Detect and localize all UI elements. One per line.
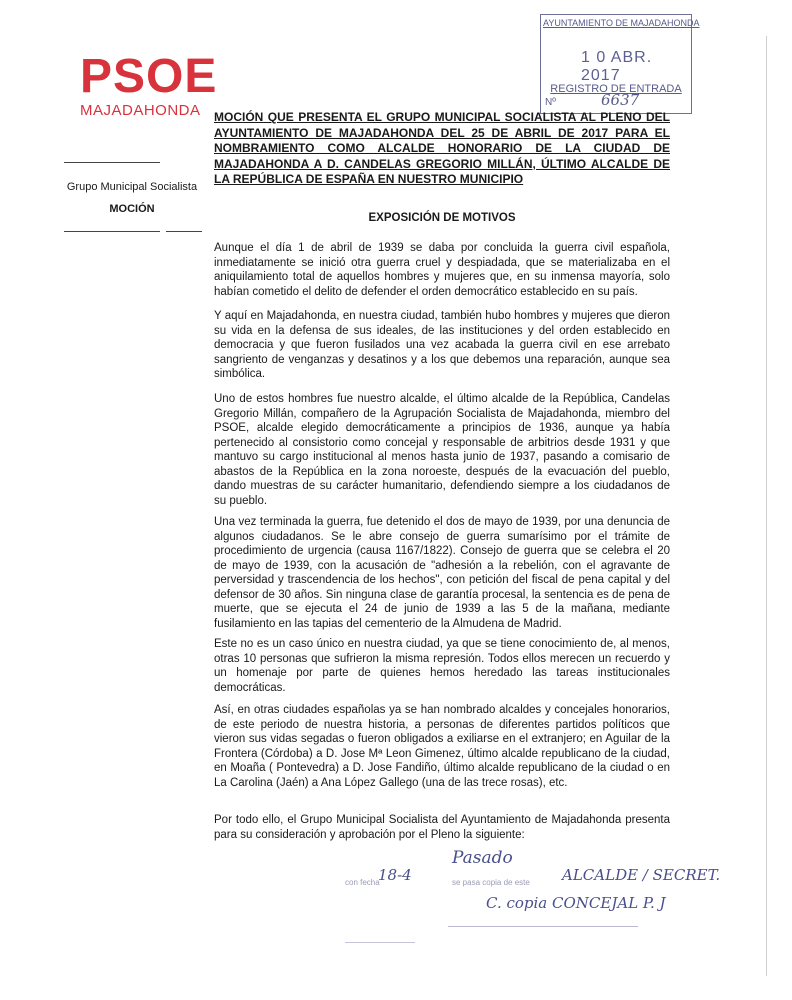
psoe-logo — [80, 50, 218, 119]
registry-stamp — [540, 14, 700, 114]
faint-print-date: con fecha — [345, 878, 380, 887]
faint-underline — [448, 926, 638, 927]
sidebar-mocion-label: MOCIÓN — [109, 203, 155, 215]
logo-subtitle: MAJADAHONDA — [80, 102, 201, 119]
logo-text: PSOE — [80, 50, 218, 103]
stamp-number: 6637 — [601, 91, 640, 109]
stamp-date: 1 0 ABR. 2017 — [581, 49, 653, 84]
handwritten-concejal: C. copia CONCEJAL P. J — [486, 894, 666, 912]
faint-underline — [345, 942, 415, 943]
sidebar-group-label: Grupo Municipal Socialista — [66, 181, 198, 193]
section-heading: EXPOSICIÓN DE MOTIVOS — [368, 212, 516, 224]
handwritten-pasado: Pasado — [452, 848, 513, 868]
scan-edge-line — [766, 36, 767, 976]
document-title: MOCIÓN QUE PRESENTA EL GRUPO MUNICIPAL SOCIALISTA AL PLENO DEL AYUNTAMIENTO DE MAJADAHONDA DEL 25 DE ABRIL DE 2017 PARA EL NOMBRAMIENTO COMO ALCALDE HONORARIO DE LA CIUDAD DE MAJADAHONDA A D. CANDELAS GREGORIO MILLÁN, ÚLTIMO ALCALDE DE LA REPÚBLICA DE ESPAÑA EN NUESTRO MUNICIPIO — [214, 110, 670, 186]
paragraph: Así, en otras ciudades españolas ya se han nombrado alcaldes y concejales honorarios, de este periodo de nuestra historia, a personas de diferentes partidos políticos que vieron sus vidas segadas o fueron obligados a exiliarse en el extranjero; en Aguilar de la Frontera (Córdoba) a D. Jose Mª Leon Gimenez, último alcalde republicano de la ciudad, en Moaña ( Pontevedra) a D. Jose Fandiño, último alcalde republicano de la ciudad o en La Carolina (Jaén) a Ana López Gallego (una de las trece rosas), etc. — [214, 704, 670, 789]
sidebar-rule-bottom-short — [166, 231, 202, 232]
paragraph: Uno de estos hombres fue nuestro alcalde, el último alcalde de la República, Candelas Gregorio Millán, compañero de la Agrupación Socialista de Majadahonda, miembro del PSOE, alcalde elegido democráticamente a principios de 1936, aunque ya había pertenecido al consistorio como concejal y responsable de arbitrios desde 1931 y que mantuvo su cargo institucional al menos hasta junio de 1937, pasando a comisario de abastos de la República en la zona noroeste, después de la evacuación del pueblo, dando muestras de su carácter humanitario, defendiendo siempre a los ciudadanos de su pueblo. — [214, 393, 670, 507]
stamp-title: AYUNTAMIENTO DE MAJADAHONDA — [543, 18, 700, 28]
paragraph: Por todo ello, el Grupo Municipal Socialista del Ayuntamiento de Majadahonda presenta para su consideración y aprobación por el Pleno la siguiente: — [214, 814, 670, 841]
paragraph: Una vez terminada la guerra, fue detenido el dos de mayo de 1939, por una denuncia de algunos ciudadanos. Se le abre consejo de guerra sumarísimo por el trámite de procedimiento de urgencia (causa 1167/1822). Consejo de guerra que se celebra el 20 de mayo de 1939, con la acusación de "adhesión a la rebelión, con el agravante de perversidad y trascendencia de los hechos", con petición del fiscal de pena capital y del defensor de 30 años. Sin ninguna clase de garantía procesal, la sentencia es de pena de muerte, que se ejecuta el 24 de junio de 1939 a las 5 de la mañana, mediante fusilamiento en las tapias del cementerio de la Almudena de Madrid. — [214, 516, 670, 630]
faint-print-copy: se pasa copia de este — [452, 878, 530, 887]
sidebar-rule-top — [64, 162, 160, 163]
paragraph: Y aquí en Majadahonda, en nuestra ciudad, también hubo hombres y mujeres que dieron su vida en la defensa de sus ideales, de las instituciones y del orden establecido en democracia y que fueron fusilados una vez acabada la guerra civil en ese arrebato sangriento de venganzas y desatinos y a los que debemos una reparación, aunque sea simbólica. — [214, 310, 670, 380]
stamp-registry-label: REGISTRO DE ENTRADA — [550, 83, 682, 95]
handwritten-alcalde-secretario: ALCALDE / SECRET. — [562, 866, 721, 884]
handwritten-date: 18-4 — [378, 866, 412, 884]
sidebar-rule-bottom — [64, 231, 160, 232]
paragraph: Aunque el día 1 de abril de 1939 se daba por concluida la guerra civil española, inmediatamente se inició otra guerra cruel y despiadada, que se materializaba en el aniquilamiento total de aquellos hombres y mujeres que, en su inmensa mayoría, solo habían cometido el delito de defender el orden democrático establecido en su país. — [214, 242, 670, 298]
stamp-number-label: Nº — [545, 97, 556, 108]
paragraph: Este no es un caso único en nuestra ciudad, ya que se tiene conocimiento de, al menos, otras 10 personas que sufrieron la misma represión. Todos ellos merecen un recuerdo y un homenaje por parte de quienes hemos heredado las tareas institucionales democráticas. — [214, 638, 670, 694]
